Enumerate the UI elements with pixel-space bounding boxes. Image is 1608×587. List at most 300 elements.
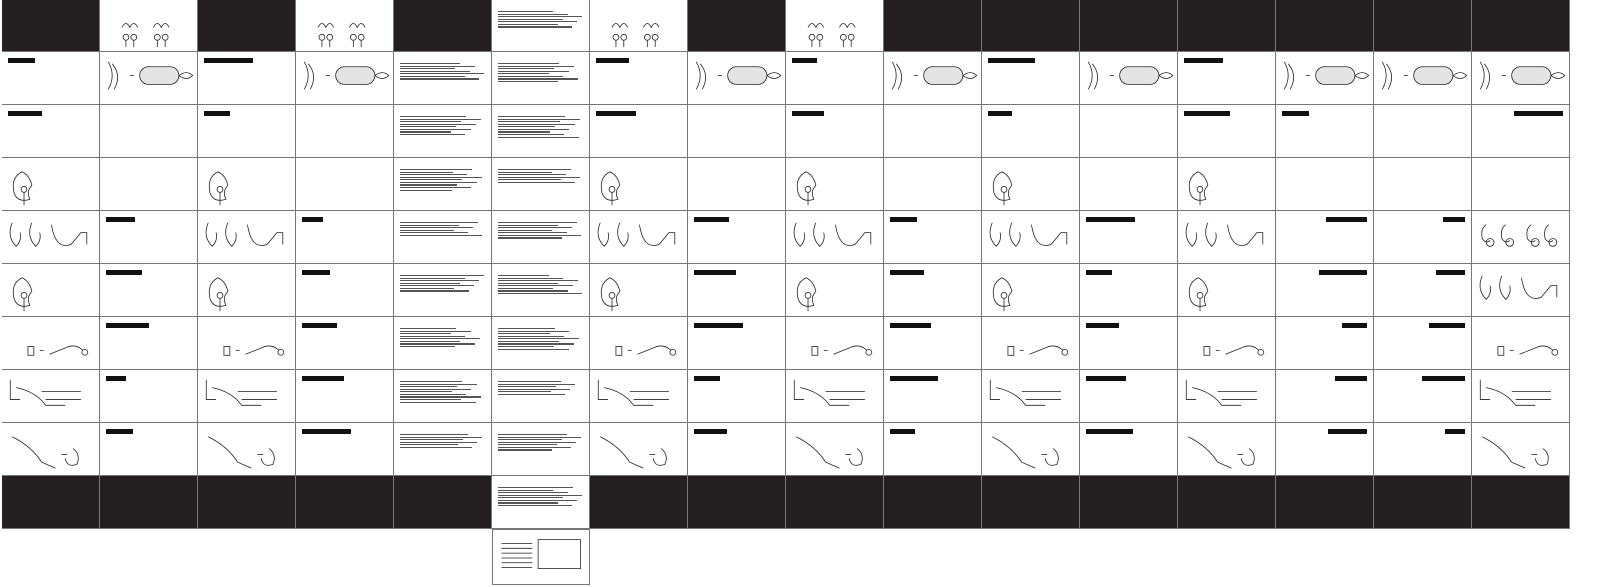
section-title-panel bbox=[198, 105, 296, 158]
text-line bbox=[498, 126, 555, 127]
illustration-panel bbox=[1178, 370, 1276, 423]
section-title-panel bbox=[1080, 370, 1178, 423]
text-line bbox=[400, 391, 452, 392]
text-line bbox=[400, 394, 466, 395]
section-title-panel bbox=[688, 370, 786, 423]
earbud-clip bbox=[653, 449, 666, 466]
inline-remote bbox=[16, 388, 65, 406]
illustration-panel bbox=[2, 211, 100, 264]
section-title-bar bbox=[890, 376, 938, 381]
pouch-drawstring bbox=[375, 73, 389, 79]
section-title-bar bbox=[204, 58, 253, 63]
text-line bbox=[498, 78, 578, 79]
cable-bundle bbox=[892, 62, 901, 89]
illustration-panel bbox=[688, 52, 786, 105]
text-line bbox=[498, 137, 579, 138]
remote-outline bbox=[1480, 380, 1490, 400]
illustration-panel bbox=[198, 423, 296, 476]
text-line bbox=[400, 447, 472, 448]
section-title-panel bbox=[1374, 370, 1472, 423]
text-line bbox=[498, 338, 579, 339]
inline-remote bbox=[996, 388, 1045, 406]
instruction-page bbox=[394, 476, 492, 529]
earbud-in-ear bbox=[217, 186, 223, 192]
illustration-panel bbox=[1374, 52, 1472, 105]
charging-cable bbox=[246, 346, 279, 354]
text-line bbox=[498, 278, 563, 279]
section-title-panel bbox=[1080, 423, 1178, 476]
illustration-panel bbox=[786, 211, 884, 264]
text-line bbox=[400, 184, 457, 185]
ear-outline bbox=[1189, 278, 1208, 307]
text-line bbox=[498, 346, 554, 347]
text-line bbox=[400, 222, 478, 223]
text-line bbox=[498, 177, 580, 178]
section-title-panel bbox=[786, 105, 884, 158]
earbud-left bbox=[319, 34, 325, 40]
text-line bbox=[400, 227, 473, 228]
section-title-panel bbox=[1276, 423, 1374, 476]
section-title-bar bbox=[694, 323, 743, 328]
text-line bbox=[400, 129, 471, 130]
text-line bbox=[498, 492, 568, 493]
section-title-panel bbox=[2, 52, 100, 105]
ear-outline bbox=[797, 278, 816, 307]
illustration-panel bbox=[2, 423, 100, 476]
ear-loop-right bbox=[30, 223, 41, 247]
page-text-block bbox=[400, 111, 485, 153]
inline-remote bbox=[604, 388, 653, 406]
section-title-panel bbox=[1276, 105, 1374, 158]
section-title-bar bbox=[792, 111, 824, 116]
remote-outline bbox=[1186, 380, 1196, 400]
section-title-panel bbox=[1178, 52, 1276, 105]
text-line bbox=[498, 11, 553, 12]
page-text-block bbox=[498, 217, 583, 259]
usb-connector bbox=[1258, 349, 1264, 355]
blank-panel bbox=[688, 105, 786, 158]
dark-cover-panel bbox=[1374, 0, 1472, 52]
text-line bbox=[400, 76, 465, 77]
text-line bbox=[400, 124, 476, 125]
section-title-panel bbox=[688, 317, 786, 370]
illustration-panel bbox=[786, 264, 884, 317]
text-line bbox=[498, 73, 549, 74]
section-title-bar bbox=[694, 376, 720, 381]
section-title-panel bbox=[590, 105, 688, 158]
illustration-panel bbox=[884, 52, 982, 105]
earbud-pair-outline bbox=[808, 24, 824, 28]
phone-icon bbox=[616, 346, 622, 355]
ear-loop-left bbox=[10, 223, 21, 247]
pouch-drawstring bbox=[1453, 73, 1467, 79]
illustration-panel bbox=[982, 423, 1080, 476]
ear-loop-left bbox=[1480, 276, 1491, 300]
earbud-right bbox=[848, 34, 854, 40]
text-line bbox=[400, 328, 456, 329]
section-title-bar bbox=[1445, 429, 1465, 434]
clip-cable bbox=[12, 437, 55, 468]
illustration-panel bbox=[590, 264, 688, 317]
illustration-panel bbox=[198, 211, 296, 264]
section-title-panel bbox=[688, 264, 786, 317]
section-title-bar bbox=[988, 111, 1012, 116]
illustration-panel bbox=[1178, 211, 1276, 264]
section-title-panel bbox=[2, 105, 100, 158]
section-title-bar bbox=[106, 376, 126, 381]
illustration-panel bbox=[1472, 423, 1570, 476]
usb-connector bbox=[1552, 349, 1558, 355]
ear-outline bbox=[601, 172, 620, 201]
remote-outline bbox=[206, 380, 216, 400]
carry-pouch bbox=[924, 67, 963, 85]
instruction-page bbox=[394, 370, 492, 423]
blank-panel bbox=[1276, 158, 1374, 211]
section-title-bar bbox=[596, 111, 636, 116]
section-title-bar bbox=[890, 217, 917, 222]
text-line bbox=[400, 179, 462, 180]
illustration-panel bbox=[590, 158, 688, 211]
illustration-panel bbox=[1472, 264, 1570, 317]
section-title-bar bbox=[106, 429, 133, 434]
illustration-panel bbox=[786, 370, 884, 423]
section-title-panel bbox=[884, 211, 982, 264]
stamp-box bbox=[538, 540, 580, 569]
illustration-panel bbox=[198, 264, 296, 317]
inline-remote bbox=[1486, 388, 1535, 406]
blank-panel bbox=[296, 158, 394, 211]
carry-pouch bbox=[1512, 67, 1551, 85]
text-line bbox=[400, 288, 454, 289]
earbud-right bbox=[131, 34, 137, 40]
eartip-size bbox=[1549, 238, 1557, 246]
section-title-panel bbox=[590, 52, 688, 105]
text-line bbox=[498, 285, 573, 286]
text-line bbox=[498, 134, 564, 135]
text-line bbox=[400, 280, 479, 281]
remote-outline bbox=[598, 380, 608, 400]
dark-cover-panel bbox=[688, 0, 786, 52]
carry-pouch bbox=[1414, 67, 1453, 85]
section-title-bar bbox=[1422, 376, 1465, 381]
blank-panel bbox=[296, 105, 394, 158]
earbud-in-ear bbox=[1001, 186, 1007, 192]
text-line bbox=[400, 333, 451, 334]
dark-cover-panel bbox=[296, 476, 394, 529]
earbud-left bbox=[154, 34, 160, 40]
text-line bbox=[498, 497, 563, 498]
charging-cable bbox=[638, 346, 671, 354]
illustration-panel bbox=[1178, 317, 1276, 370]
pouch-drawstring bbox=[1159, 73, 1173, 79]
text-line bbox=[498, 179, 561, 180]
clip-cable bbox=[600, 437, 643, 468]
text-line bbox=[498, 444, 557, 445]
page-text-block bbox=[498, 429, 583, 471]
text-line bbox=[400, 230, 454, 231]
section-title-bar bbox=[694, 429, 727, 434]
section-title-panel bbox=[296, 211, 394, 264]
text-line bbox=[400, 338, 480, 339]
illustration-panel bbox=[1472, 370, 1570, 423]
earbud-right bbox=[162, 34, 168, 40]
text-line bbox=[498, 341, 559, 342]
illustration-panel bbox=[296, 52, 394, 105]
section-title-bar bbox=[1184, 111, 1230, 116]
section-title-panel bbox=[100, 370, 198, 423]
text-line bbox=[400, 384, 477, 385]
section-title-bar bbox=[302, 323, 337, 328]
section-title-panel bbox=[1374, 264, 1472, 317]
charging-cable bbox=[1030, 346, 1063, 354]
section-title-panel bbox=[1080, 211, 1178, 264]
earbud-in-ear bbox=[805, 292, 811, 298]
illustration-panel bbox=[1472, 211, 1570, 264]
text-line bbox=[498, 116, 565, 117]
eartip-size bbox=[1506, 238, 1514, 246]
section-title-bar bbox=[694, 217, 729, 222]
text-line bbox=[498, 283, 558, 284]
instruction-page bbox=[492, 317, 590, 370]
page-text-block bbox=[498, 58, 583, 100]
section-title-bar bbox=[1514, 111, 1563, 116]
illustration-panel bbox=[590, 211, 688, 264]
text-line bbox=[400, 232, 468, 233]
text-line bbox=[498, 386, 556, 387]
text-line bbox=[400, 174, 467, 175]
ear-outline bbox=[797, 172, 816, 201]
page-text-block bbox=[400, 376, 485, 418]
text-line bbox=[498, 275, 549, 276]
text-line bbox=[498, 131, 550, 132]
page-text-block bbox=[400, 217, 485, 259]
illustration-panel bbox=[2, 264, 100, 317]
carry-pouch bbox=[728, 67, 767, 85]
cable-bundle bbox=[1284, 62, 1293, 89]
section-title-bar bbox=[694, 270, 736, 275]
text-line bbox=[400, 131, 451, 132]
usb-connector bbox=[278, 349, 284, 355]
earbud-icon-panel bbox=[296, 0, 394, 52]
ear-loop-left bbox=[1186, 223, 1197, 247]
dark-cover-panel bbox=[1374, 476, 1472, 529]
blank-panel bbox=[1472, 158, 1570, 211]
dark-cover-panel bbox=[2, 476, 100, 529]
page-text-block bbox=[498, 323, 583, 365]
section-title-bar bbox=[302, 217, 323, 222]
blank-panel bbox=[100, 105, 198, 158]
page-text-block bbox=[400, 429, 485, 471]
blank-panel bbox=[1080, 105, 1178, 158]
phone-icon bbox=[1498, 346, 1504, 355]
dark-cover-panel bbox=[590, 476, 688, 529]
earbud-pair-outline bbox=[122, 24, 138, 28]
section-title-bar bbox=[106, 270, 142, 275]
text-line bbox=[400, 119, 481, 120]
charging-cable bbox=[1520, 346, 1553, 354]
illustration-panel bbox=[198, 158, 296, 211]
section-title-panel bbox=[1374, 423, 1472, 476]
section-title-panel bbox=[1276, 211, 1374, 264]
carry-pouch bbox=[1120, 67, 1159, 85]
text-line bbox=[400, 331, 471, 332]
text-line bbox=[498, 447, 571, 448]
text-line bbox=[498, 280, 578, 281]
text-line bbox=[498, 442, 576, 443]
phone-icon bbox=[1204, 346, 1210, 355]
text-line bbox=[498, 336, 564, 337]
illustration-panel bbox=[982, 158, 1080, 211]
earbud-in-ear bbox=[805, 186, 811, 192]
dark-cover-panel bbox=[1178, 0, 1276, 52]
section-title-panel bbox=[982, 105, 1080, 158]
section-title-panel bbox=[1276, 264, 1374, 317]
text-line bbox=[400, 290, 469, 291]
earbud-pair-outline bbox=[318, 24, 334, 28]
page-text-block bbox=[400, 270, 485, 312]
page-text-block bbox=[498, 376, 583, 418]
section-title-bar bbox=[792, 58, 817, 63]
eartip-size bbox=[1531, 238, 1539, 246]
neck-cable bbox=[1521, 278, 1556, 299]
text-line bbox=[498, 16, 582, 17]
dark-cover-panel bbox=[1178, 476, 1276, 529]
section-title-bar bbox=[1086, 429, 1133, 434]
dark-cover-panel bbox=[1080, 0, 1178, 52]
earbud-left bbox=[644, 34, 650, 40]
ear-loop-right bbox=[814, 223, 825, 247]
section-title-bar bbox=[1086, 217, 1135, 222]
neck-cable bbox=[1031, 225, 1066, 246]
text-line bbox=[400, 172, 453, 173]
earbud-left bbox=[350, 34, 356, 40]
earbud-in-ear bbox=[609, 292, 615, 298]
section-title-panel bbox=[982, 52, 1080, 105]
earbud-pair-outline bbox=[839, 24, 855, 28]
section-title-panel bbox=[786, 52, 884, 105]
pouch-drawstring bbox=[963, 73, 977, 79]
ear-outline bbox=[601, 278, 620, 307]
text-line bbox=[400, 63, 460, 64]
text-line bbox=[498, 227, 572, 228]
text-line bbox=[400, 235, 482, 236]
dark-cover-panel bbox=[982, 0, 1080, 52]
illustration-panel bbox=[786, 158, 884, 211]
ear-hook bbox=[1482, 225, 1490, 242]
text-line bbox=[498, 500, 577, 501]
illustration-panel bbox=[590, 423, 688, 476]
section-title-bar bbox=[1086, 376, 1126, 381]
remote-outline bbox=[10, 380, 20, 400]
text-line bbox=[400, 225, 459, 226]
illustration-panel bbox=[1472, 317, 1570, 370]
section-title-bar bbox=[890, 270, 924, 275]
remote-outline bbox=[794, 380, 804, 400]
section-title-panel bbox=[100, 317, 198, 370]
section-title-panel bbox=[198, 52, 296, 105]
section-title-panel bbox=[1080, 317, 1178, 370]
warranty-card bbox=[492, 529, 590, 585]
dark-cover-panel bbox=[884, 476, 982, 529]
instruction-page bbox=[394, 52, 492, 105]
pouch-drawstring bbox=[1355, 73, 1369, 79]
illustration-panel bbox=[1178, 423, 1276, 476]
dark-cover-panel bbox=[1472, 0, 1570, 52]
section-title-bar bbox=[302, 270, 330, 275]
illustration-panel bbox=[198, 370, 296, 423]
illustration-panel bbox=[982, 211, 1080, 264]
pouch-drawstring bbox=[767, 73, 781, 79]
page-text-block bbox=[400, 323, 485, 365]
inline-remote bbox=[800, 388, 849, 406]
eartip-size bbox=[1486, 238, 1494, 246]
carry-pouch bbox=[1316, 67, 1355, 85]
section-title-panel bbox=[296, 370, 394, 423]
text-line bbox=[400, 278, 465, 279]
page-text-block bbox=[400, 164, 485, 206]
text-line bbox=[498, 63, 559, 64]
blank-panel bbox=[884, 158, 982, 211]
earbud-in-ear bbox=[1197, 186, 1203, 192]
section-title-panel bbox=[100, 211, 198, 264]
text-line bbox=[400, 283, 460, 284]
instruction-page bbox=[492, 476, 590, 529]
text-line bbox=[400, 437, 482, 438]
ear-outline bbox=[993, 278, 1012, 307]
ear-outline bbox=[209, 278, 228, 307]
section-title-panel bbox=[100, 264, 198, 317]
text-line bbox=[498, 14, 568, 15]
dark-cover-panel bbox=[982, 476, 1080, 529]
ear-loop-left bbox=[990, 223, 1001, 247]
section-title-bar bbox=[204, 111, 230, 116]
phone-icon bbox=[812, 346, 818, 355]
section-title-panel bbox=[884, 423, 982, 476]
text-line bbox=[498, 129, 569, 130]
illustration-panel bbox=[2, 158, 100, 211]
instruction-page bbox=[492, 264, 590, 317]
text-line bbox=[498, 391, 551, 392]
text-line bbox=[498, 331, 569, 332]
text-line bbox=[498, 71, 569, 72]
ear-loop-right bbox=[1500, 276, 1511, 300]
phone-icon bbox=[224, 346, 230, 355]
text-line bbox=[498, 394, 565, 395]
ear-outline bbox=[13, 172, 32, 201]
text-line bbox=[400, 343, 475, 344]
text-line bbox=[400, 381, 462, 382]
text-line bbox=[498, 505, 572, 506]
illustration-panel bbox=[1178, 264, 1276, 317]
text-line bbox=[498, 290, 568, 291]
text-line bbox=[400, 116, 466, 117]
text-line bbox=[498, 68, 554, 69]
instruction-page bbox=[492, 0, 590, 52]
illustration-panel bbox=[1276, 52, 1374, 105]
inline-remote bbox=[1192, 388, 1241, 406]
ear-hook bbox=[1545, 225, 1553, 242]
dark-cover-panel bbox=[1276, 476, 1374, 529]
text-line bbox=[498, 124, 575, 125]
blank-panel bbox=[884, 105, 982, 158]
text-line bbox=[498, 333, 550, 334]
instruction-page bbox=[492, 423, 590, 476]
section-title-bar bbox=[8, 58, 35, 63]
text-line bbox=[498, 439, 562, 440]
section-title-panel bbox=[1472, 105, 1570, 158]
cable-bundle bbox=[108, 62, 117, 89]
text-line bbox=[400, 346, 455, 347]
